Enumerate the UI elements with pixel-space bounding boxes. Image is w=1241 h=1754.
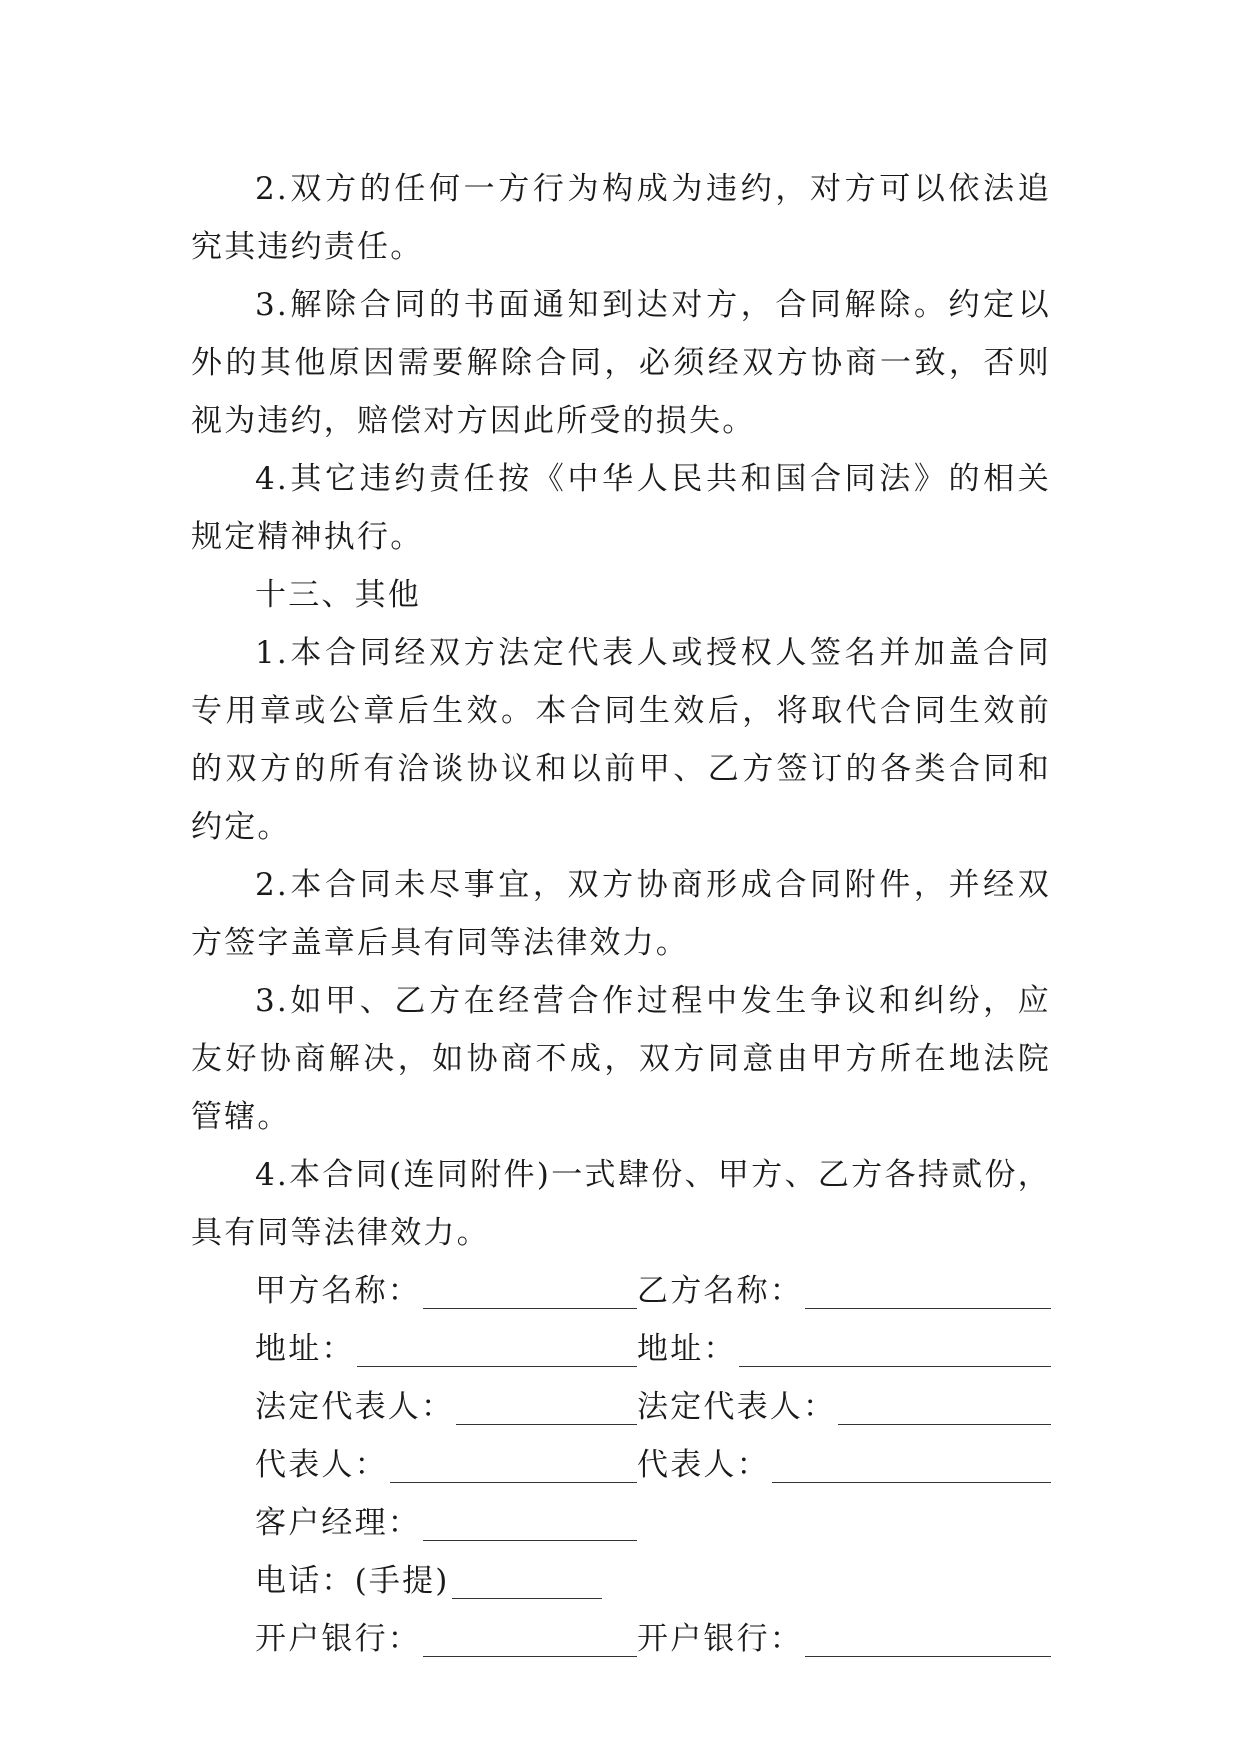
party-a-name-label: 甲方名称： bbox=[255, 1273, 421, 1309]
contract-body bbox=[191, 160, 1051, 1668]
phone-label: 电话：(手提) bbox=[255, 1563, 450, 1599]
party-a-legal-rep-label: 法定代表人： bbox=[255, 1389, 455, 1425]
signature-row-legal-rep bbox=[191, 1378, 1051, 1436]
party-a-rep-label: 代表人： bbox=[255, 1447, 388, 1483]
clause-paragraph: 3.解除合同的书面通知到达对方，合同解除。约定以外的其他原因需要解除合同，必须经双方协商一致，否则视为违约，赔偿对方因此所受的损失。 bbox=[191, 287, 1051, 439]
signature-row-account-manager bbox=[191, 1494, 1051, 1552]
signature-row-address bbox=[191, 1320, 1051, 1378]
party-b-name-blank[interactable] bbox=[805, 1308, 1051, 1309]
party-a-address-blank[interactable] bbox=[357, 1366, 637, 1367]
section-heading: 十三、其他 bbox=[255, 577, 421, 613]
party-b-name-label: 乙方名称： bbox=[637, 1273, 803, 1309]
signature-row-bank bbox=[191, 1610, 1051, 1668]
signature-row-representative bbox=[191, 1436, 1051, 1494]
party-a-address-label: 地址： bbox=[255, 1331, 355, 1367]
party-a-bank-label: 开户银行： bbox=[255, 1621, 421, 1657]
clause-paragraph: 1.本合同经双方法定代表人或授权人签名并加盖合同专用章或公章后生效。本合同生效后，将取代合同生效前的双方的所有洽谈协议和以前甲、乙方签订的各类合同和约定。 bbox=[191, 635, 1051, 845]
clause-paragraph: 2.双方的任何一方行为构成为违约，对方可以依法追究其违约责任。 bbox=[191, 171, 1051, 265]
clause-paragraph: 3.如甲、乙方在经营合作过程中发生争议和纠纷，应友好协商解决，如协商不成，双方同意由甲方所在地法院管辖。 bbox=[191, 983, 1051, 1135]
account-manager-blank[interactable] bbox=[423, 1540, 637, 1541]
party-b-bank-blank[interactable] bbox=[805, 1656, 1051, 1657]
party-b-legal-rep-label: 法定代表人： bbox=[637, 1389, 837, 1425]
party-b-rep-label: 代表人： bbox=[637, 1447, 770, 1483]
clause-paragraph: 2.本合同未尽事宜，双方协商形成合同附件，并经双方签字盖章后具有同等法律效力。 bbox=[191, 867, 1051, 961]
party-b-rep-blank[interactable] bbox=[772, 1482, 1051, 1483]
party-b-address-label: 地址： bbox=[637, 1331, 737, 1367]
signature-row-party-name bbox=[191, 1262, 1051, 1320]
party-b-address-blank[interactable] bbox=[739, 1366, 1051, 1367]
signature-row-phone bbox=[191, 1552, 1051, 1610]
clause-paragraph: 4.本合同(连同附件)一式肆份、甲方、乙方各持贰份，具有同等法律效力。 bbox=[191, 1157, 1051, 1251]
party-a-name-blank[interactable] bbox=[423, 1308, 637, 1309]
party-a-rep-blank[interactable] bbox=[390, 1482, 637, 1483]
clause-paragraph: 4.其它违约责任按《中华人民共和国合同法》的相关规定精神执行。 bbox=[191, 461, 1051, 555]
party-a-bank-blank[interactable] bbox=[423, 1656, 637, 1657]
party-b-bank-label: 开户银行： bbox=[637, 1621, 803, 1657]
account-manager-label: 客户经理： bbox=[255, 1505, 421, 1541]
phone-blank[interactable] bbox=[452, 1598, 602, 1599]
party-b-legal-rep-blank[interactable] bbox=[838, 1424, 1051, 1425]
party-a-legal-rep-blank[interactable] bbox=[456, 1424, 637, 1425]
